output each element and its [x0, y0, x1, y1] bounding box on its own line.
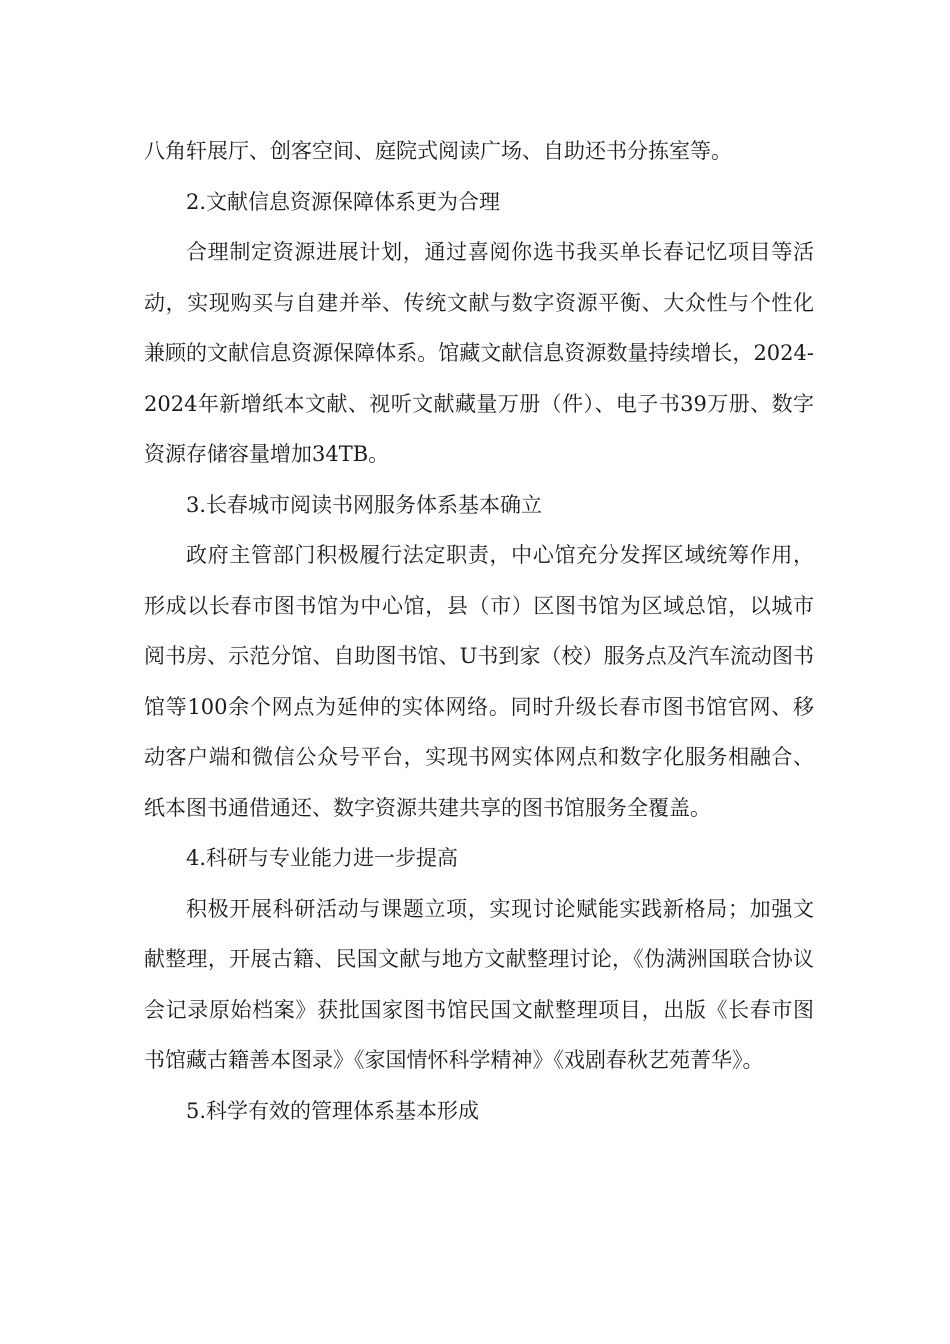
paragraph-section-4: 积极开展科研活动与课题立项，实现讨论赋能实践新格局；加强文献整理，开展古籍、民国文献与地方文献整理讨论，《伪满洲国联合协议会记录原始档案》获批国家图书馆民国文献整理项目，出版《长春市图书馆藏古籍善本图录》《家国情怀科学精神》《戏剧春秋艺苑菁华》。	[144, 896, 814, 1072]
section-heading-2: 2.文献信息资源保障体系更为合理	[186, 189, 501, 214]
paragraph-section-3: 政府主管部门积极履行法定职责，中心馆充分发挥区域统筹作用，形成以长春市图书馆为中心馆，县（市）区图书馆为区域总馆，以城市阅书房、示范分馆、自助图书馆、U书到家（校）服务点及汽车流动图书馆等100余个网点为延伸的实体网络。同时升级长春市图书馆官网、移动客户端和微信公众号平台，实现书网实体网点和数字化服务相融合、纸本图书通借通还、数字资源共建共享的图书馆服务全覆盖。	[144, 543, 814, 820]
paragraph-section-2: 合理制定资源进展计划，通过喜阅你选书我买单长春记忆项目等活动，实现购买与自建并举、传统文献与数字资源平衡、大众性与个性化兼顾的文献信息资源保障体系。馆藏文献信息资源数量持续增长，2024-2024年新增纸本文献、视听文献藏量万册（件）、电子书39万册、数字资源存储容量增加34TB。	[144, 240, 814, 466]
section-heading-4: 4.科研与专业能力进一步提高	[186, 846, 459, 870]
section-heading-5: 5.科学有效的管理体系基本形成	[186, 1098, 480, 1123]
paragraph-continuation: 八角轩展厅、创客空间、庭院式阅读广场、自助还书分拣室等。	[144, 139, 732, 163]
section-heading-3: 3.长春城市阅读书网服务体系基本确立	[186, 492, 543, 517]
document-body	[144, 126, 814, 1136]
